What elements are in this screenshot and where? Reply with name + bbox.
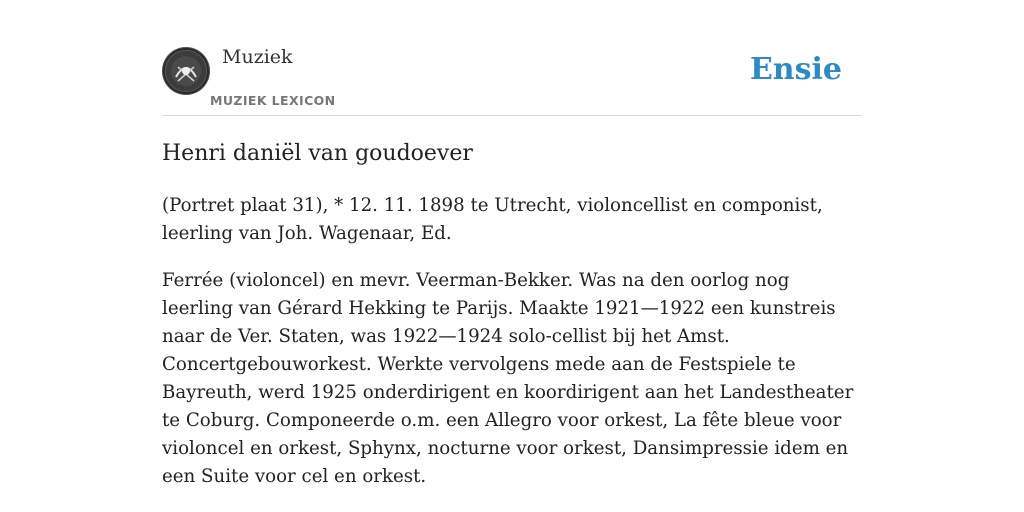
brand-logo-link[interactable]: Ensie [749,52,842,87]
music-emblem-icon [162,47,210,95]
publication-subtitle: MUZIEK LEXICON [210,93,336,108]
article-header [162,0,862,116]
publication-name[interactable]: Muziek [222,46,293,68]
page-container [162,0,862,487]
article-title: Henri daniël van goudoever [162,141,473,166]
publication-avatar[interactable] [162,47,210,95]
article-paragraph: (Portret plaat 31), * 12. 11. 1898 te Utrecht, violoncellist en componist, leerling van Joh. Wagenaar, Ed. [162,195,823,244]
article-paragraph: Ferrée (violoncel) en mevr. Veerman-Bekker. Was na den oorlog nog leerling van Gérard Hekking te Parijs. Maakte 1921—1922 een kunstreis naar de Ver. Staten, was 1922—1924 solo-cellist bij het Amst. Concertgebouworkest. Werkte vervolgens mede aan de Festspiele te Bayreuth, werd 1925 onderdirigent en koordirigent aan het Landestheater te Coburg. Componeerde o.m. een Allegro voor orkest, La fête bleue voor violoncel en orkest, Sphynx, nocturne voor orkest, Dansimpressie idem en een Suite voor cel en orkest. [162,270,854,487]
